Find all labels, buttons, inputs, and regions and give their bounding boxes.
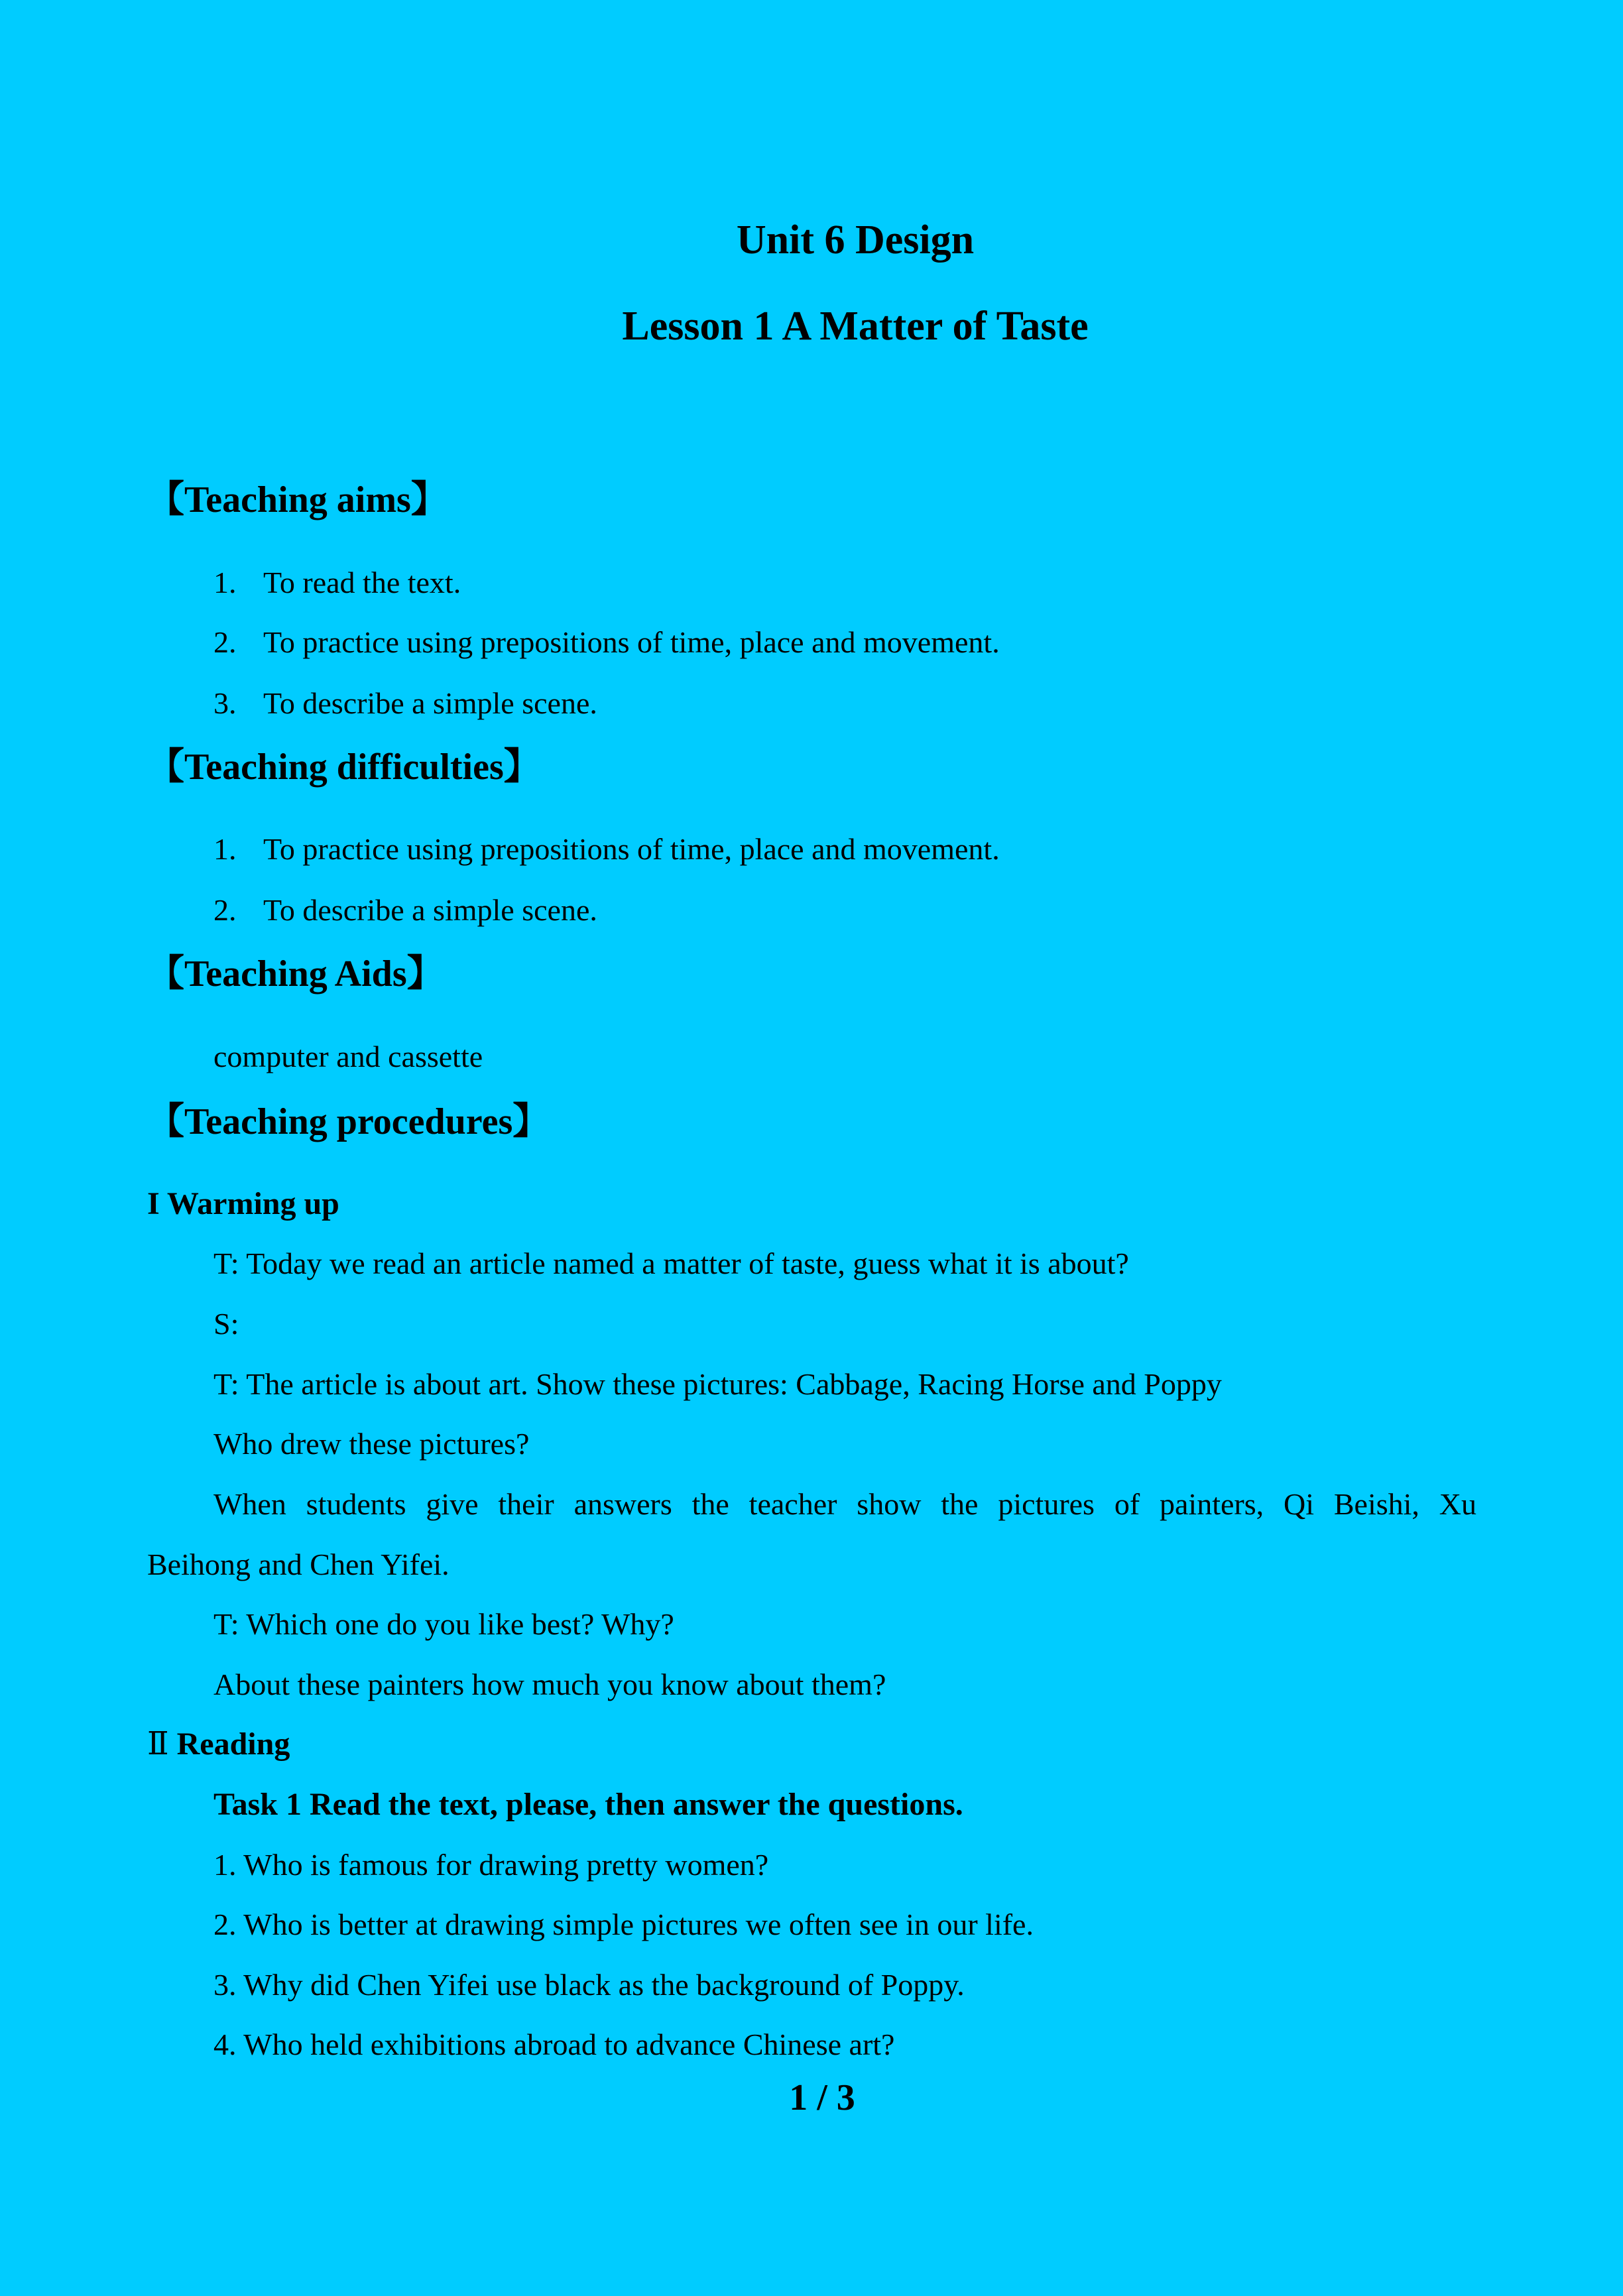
aims-item-3: [213, 684, 597, 723]
reading-heading-text: Reading: [176, 1726, 290, 1762]
aims-item-2-text: To practice using prepositions of time, place and movement.: [263, 625, 1000, 659]
difficulties-item-2: [213, 890, 597, 930]
lesson-title: Lesson 1 A Matter of Taste: [622, 304, 1089, 349]
warming-up-line-4: Who drew these pictures?: [213, 1427, 530, 1461]
reading-question-3: 3. Why did Chen Yifei use black as the background of Poppy.: [213, 1968, 965, 2002]
teaching-difficulties-heading: 【Teaching difficulties】: [147, 747, 541, 788]
aims-item-1-number: 1.: [213, 566, 237, 599]
reading-numeral: Ⅱ: [147, 1726, 169, 1762]
difficulties-item-1: [213, 829, 1000, 869]
reading-heading: [147, 1724, 290, 1764]
unit-title: Unit 6 Design: [736, 217, 975, 263]
difficulties-item-1-number: 1.: [213, 832, 237, 866]
warming-up-line-5: When students give their answers the teacher show the pictures of painters, Qi Beishi, Xu: [213, 1487, 1476, 1521]
reading-task-1: Task 1 Read the text, please, then answer the questions.: [213, 1787, 963, 1822]
warming-up-line-7: T: Which one do you like best? Why?: [213, 1607, 674, 1641]
warming-up-line-1: T: Today we read an article named a matter of taste, guess what it is about?: [213, 1246, 1129, 1280]
aims-item-2-number: 2.: [213, 625, 237, 659]
page-number: 1 / 3: [789, 2077, 855, 2118]
aims-item-3-number: 3.: [213, 686, 237, 720]
aims-item-1: [213, 563, 461, 603]
difficulties-item-2-number: 2.: [213, 893, 237, 927]
teaching-procedures-heading: 【Teaching procedures】: [147, 1101, 550, 1142]
difficulties-item-1-text: To practice using prepositions of time, place and movement.: [263, 832, 1000, 866]
aims-item-1-text: To read the text.: [263, 566, 461, 599]
teaching-aids-heading: 【Teaching Aids】: [147, 953, 444, 995]
reading-question-4: 4. Who held exhibitions abroad to advance Chinese art?: [213, 2027, 895, 2061]
reading-question-2: 2. Who is better at drawing simple pictures we often see in our life.: [213, 1907, 1034, 1941]
warming-up-line-6: Beihong and Chen Yifei.: [147, 1547, 450, 1581]
reading-question-1: 1. Who is famous for drawing pretty women?: [213, 1848, 769, 1882]
teaching-aids-text: computer and cassette: [213, 1040, 483, 1073]
teaching-aims-heading: 【Teaching aims】: [147, 479, 448, 520]
aims-item-3-text: To describe a simple scene.: [263, 686, 597, 720]
difficulties-item-2-text: To describe a simple scene.: [263, 893, 597, 927]
warming-up-heading: I Warming up: [147, 1186, 339, 1221]
warming-up-line-8: About these painters how much you know about them?: [213, 1667, 886, 1701]
aims-item-2: [213, 623, 1000, 662]
warming-up-line-3: T: The article is about art. Show these pictures: Cabbage, Racing Horse and Poppy: [213, 1367, 1222, 1401]
warming-up-line-2: S:: [213, 1307, 239, 1341]
